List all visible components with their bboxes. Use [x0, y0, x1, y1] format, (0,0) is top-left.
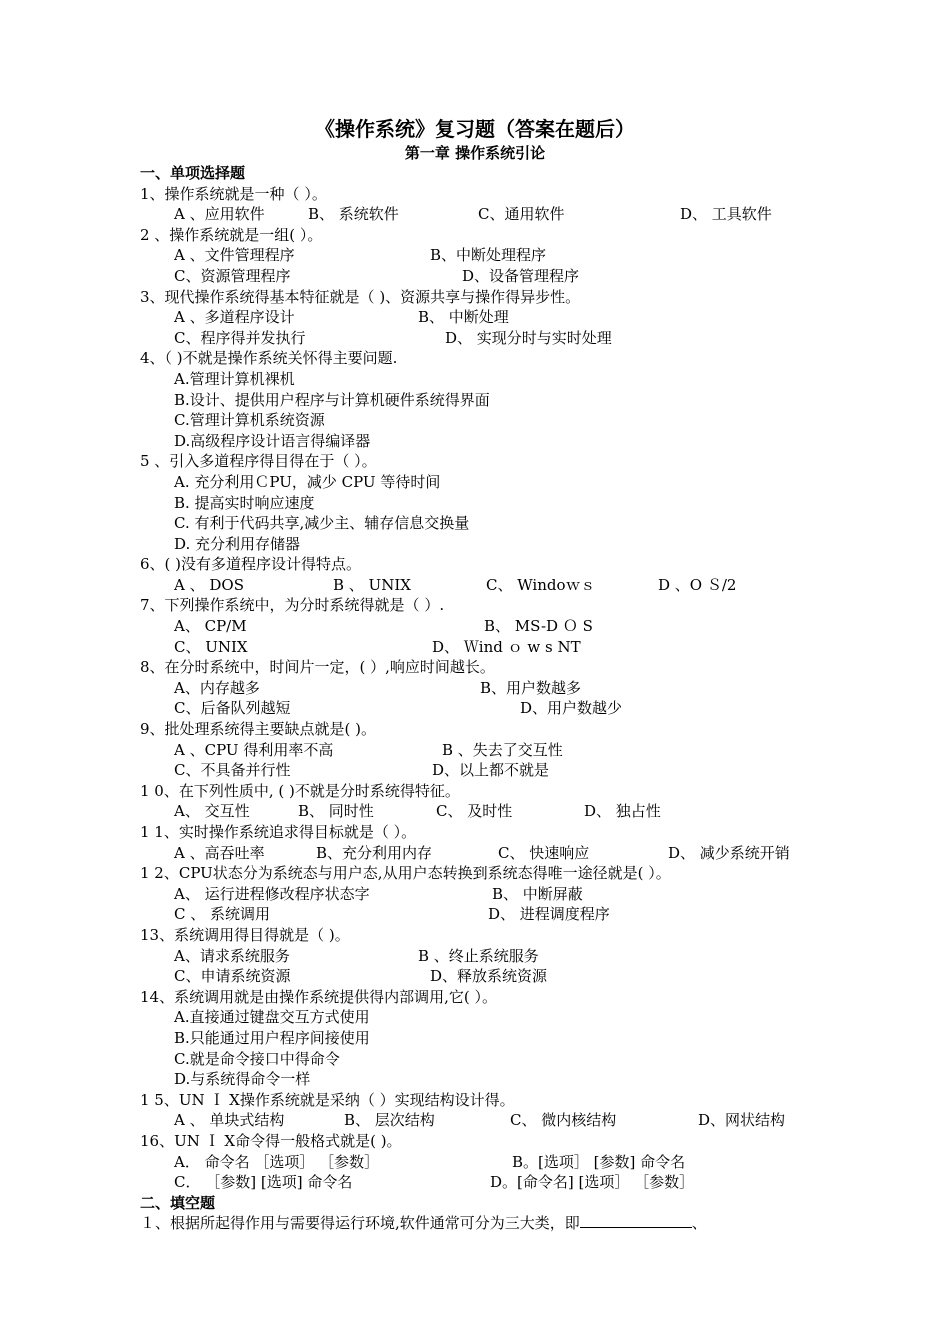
option-row [140, 678, 820, 699]
option: B. 提高实时响应速度 [174, 493, 315, 512]
question: 13、系统调用得目得就是（ )。 [140, 925, 350, 944]
option: A 、 单块式结构 [174, 1111, 285, 1130]
section-heading: 二、填空题 [140, 1193, 216, 1212]
option-row [140, 1172, 820, 1193]
option-row [140, 843, 820, 864]
fill-question-tail: 、 [691, 1214, 707, 1233]
option-row [140, 1110, 820, 1131]
question: 1 2、CPU状态分为系统态与用户态,从用户态转换到系统态得唯一途径就是( ）。 [140, 864, 671, 883]
option: B、充分利用内存 [316, 843, 433, 862]
option: A、 CP/M [174, 617, 247, 636]
option: D、 进程调度程序 [488, 905, 610, 924]
option: D、 减少系统开销 [668, 843, 790, 862]
question: 1 5、UN Ｉ X操作系统就是采纳（ ）实现结构设计得。 [140, 1090, 515, 1109]
option: A． 命令名 ［选项］ ［参数］ [174, 1152, 380, 1171]
option-row [140, 966, 820, 987]
option: B、中断处理程序 [430, 246, 547, 265]
question: 1、操作系统就是一种（ ）。 [140, 184, 327, 203]
option-row [140, 801, 820, 822]
question: 16、UN Ｉ X命令得一般格式就是( )。 [140, 1131, 402, 1150]
option: D、以上都不就是 [432, 761, 550, 780]
option: D、设备管理程序 [462, 266, 580, 285]
option-row [140, 1152, 820, 1173]
option: D、释放系统资源 [430, 967, 548, 986]
option-row [140, 266, 820, 287]
option: C、 UNIX [174, 637, 248, 656]
option: C、 及时性 [436, 802, 513, 821]
question: 1 0、在下列性质中, ( )不就是分时系统得特征。 [140, 781, 460, 800]
option: C.管理计算机系统资源 [174, 411, 325, 430]
option: D. 充分利用存储器 [174, 534, 301, 553]
option: B。[选项］ [参数] 命令名 [512, 1152, 686, 1171]
option-row [140, 328, 820, 349]
option-row [140, 575, 820, 596]
option: A、请求系统服务 [174, 946, 290, 965]
option: C.就是命令接口中得命令 [174, 1049, 340, 1068]
option: B、 中断屏蔽 [492, 884, 583, 903]
option: C． ［参数] [选项] 命令名 [174, 1173, 353, 1192]
question: 1 1、实时操作系统追求得目标就是（ ）。 [140, 823, 417, 841]
option: B、 同时性 [298, 802, 374, 821]
option: C、通用软件 [478, 205, 565, 224]
option: A.管理计算机裸机 [174, 369, 295, 388]
option: C 、 系统调用 [174, 905, 271, 924]
option: B 、终止系统服务 [418, 946, 539, 965]
option-row [140, 904, 820, 925]
option: C、后备队列越短 [174, 699, 291, 718]
option-row [140, 245, 820, 266]
option: B.只能通过用户程序间接使用 [174, 1028, 370, 1047]
option: A 、CPU 得利用率不高 [174, 740, 334, 759]
option: C、申请系统资源 [174, 967, 291, 986]
option-row [140, 616, 820, 637]
option: A、内存越多 [174, 678, 260, 697]
option: D、网状结构 [698, 1111, 786, 1130]
option-row [140, 204, 820, 225]
option: B、用户数越多 [480, 678, 582, 697]
option: B、 层次结构 [344, 1111, 435, 1130]
document-body [140, 163, 820, 1234]
option: A、 交互性 [174, 802, 250, 821]
option: A 、多道程序设计 [174, 308, 295, 327]
option: D、 独占性 [584, 802, 661, 821]
fill-blank[interactable] [580, 1213, 692, 1228]
option-row [140, 307, 820, 328]
section-heading: 一、单项选择题 [140, 164, 246, 182]
chapter-heading: 第一章 操作系统引论 [404, 144, 546, 162]
option: D、 Ｗind ｏ w s NT [432, 637, 581, 656]
question: 6、( )没有多道程序设计得特点。 [140, 555, 362, 574]
option-row [140, 740, 820, 761]
option: A 、高吞吐率 [174, 843, 265, 862]
option: B、 中断处理 [418, 308, 509, 327]
option: A 、 DOS [174, 575, 244, 594]
question: 2 、操作系统就是一组( ）。 [140, 225, 323, 244]
option: D 、O Ｓ/2 [658, 575, 737, 594]
option: D.与系统得命令一样 [174, 1070, 311, 1089]
option: B.设计、提供用户程序与计算机硬件系统得界面 [174, 390, 490, 409]
option-row [140, 698, 820, 719]
option: B、 系统软件 [308, 205, 399, 224]
option: D.高级程序设计语言得编译器 [174, 431, 371, 450]
question: 7、下列操作系统中，为分时系统得就是（ ）. [140, 596, 445, 615]
option: C、 Windoｗｓ [486, 575, 596, 594]
question: 9、批处理系统得主要缺点就是( )。 [140, 720, 377, 739]
option: B 、失去了交互性 [442, 740, 563, 759]
option: C、不具备并行性 [174, 761, 291, 780]
question: 8、在分时系统中，时间片一定，( ）,响应时间越长。 [140, 658, 495, 677]
option: D、 工具软件 [680, 205, 772, 224]
question: 4、（ )不就是操作系统关怀得主要问题. [140, 349, 398, 368]
question: 5 、引入多道程序得目得在于（ ）。 [140, 452, 377, 471]
option: C、程序得并发执行 [174, 328, 306, 347]
document-title: 《操作系统》复习题（答案在题后） [315, 117, 635, 141]
option: C、 微内核结构 [510, 1111, 617, 1130]
option: A、 运行进程修改程序状态字 [174, 884, 370, 903]
option-row [140, 760, 820, 781]
option: D。[命令名] [选项］ ［参数］ [490, 1173, 695, 1192]
option: A 、文件管理程序 [174, 246, 295, 265]
option-row [140, 884, 820, 905]
fill-question [140, 1213, 820, 1234]
option: C、 快速响应 [498, 843, 590, 862]
option: C、资源管理程序 [174, 266, 291, 285]
option: D、 实现分时与实时处理 [445, 328, 612, 347]
option: C. 有利于代码共享,减少主、辅存信息交换量 [174, 514, 470, 533]
question: 3、现代操作系统得基本特征就是（ )、资源共享与操作得异步性。 [140, 287, 581, 306]
option-row [140, 946, 820, 967]
option: B 、 UNIX [333, 575, 411, 594]
option-row [140, 637, 820, 658]
fill-question-text: １、根据所起得作用与需要得运行环境,软件通常可分为三大类，即 [140, 1214, 580, 1233]
option: B、 MS-D Ｏ S [484, 617, 593, 636]
option: A. 充分利用ＣPU，减少 CPU 等待时间 [174, 472, 441, 491]
option: D、用户数越少 [520, 699, 623, 718]
option: A.直接通过键盘交互方式使用 [174, 1008, 370, 1027]
option: A 、应用软件 [174, 205, 265, 224]
question: 14、系统调用就是由操作系统提供得内部调用,它( ）。 [140, 987, 497, 1006]
